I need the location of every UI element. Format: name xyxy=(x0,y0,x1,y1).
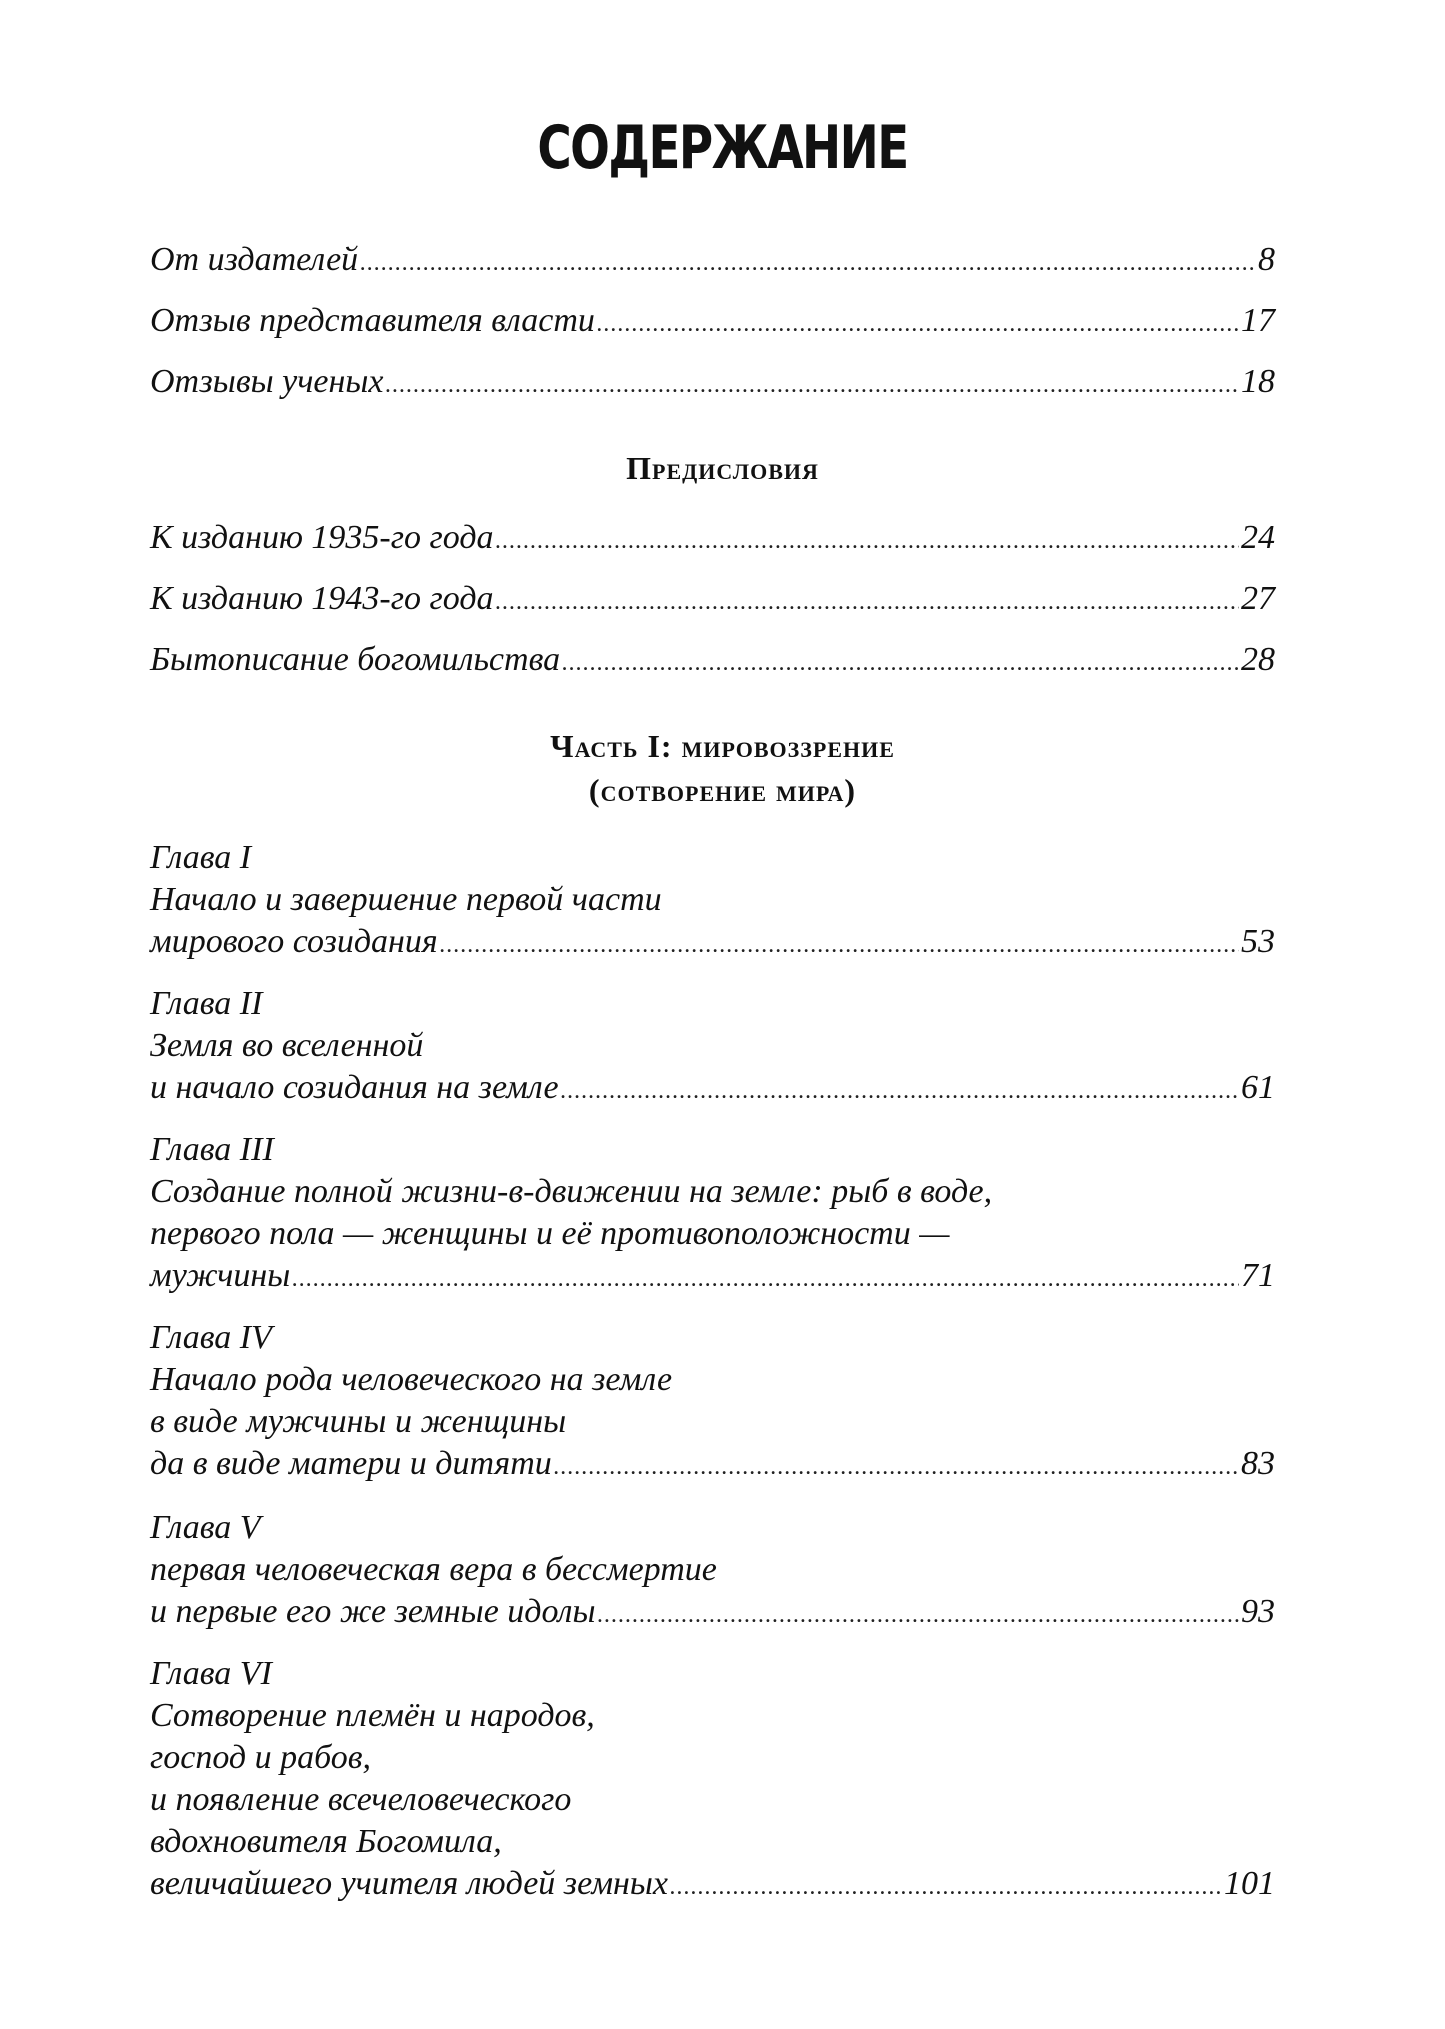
toc-entry-page: 61 xyxy=(1241,1069,1275,1106)
chapter-title-line: господ и рабов, xyxy=(150,1739,372,1776)
chapter-title-line: Начало и завершение первой части xyxy=(150,881,662,918)
chapter-title-line: первого пола — женщины и её противоположности — xyxy=(150,1215,950,1252)
toc-entry-text: Отзыв представителя власти xyxy=(150,302,595,339)
toc-entry xyxy=(150,301,1275,341)
toc-entry xyxy=(150,922,1275,962)
chapter-label: Глава I xyxy=(150,839,252,876)
dot-leader xyxy=(562,643,1239,683)
toc-entry-page: 24 xyxy=(1241,519,1275,556)
chapter-title-line: вдохновителя Богомила, xyxy=(150,1823,502,1860)
toc-entry-page: 83 xyxy=(1241,1445,1275,1482)
dot-leader xyxy=(496,521,1239,561)
toc-entry-text: К изданию 1935-го года xyxy=(150,519,494,556)
chapter-title-line: первая человеческая вера в бессмертие xyxy=(150,1551,717,1588)
chapter-title-line: в виде мужчины и женщины xyxy=(150,1403,567,1440)
toc-entry-page: 27 xyxy=(1241,580,1275,617)
toc-entry-text: Отзывы ученых xyxy=(150,363,384,400)
dot-leader xyxy=(360,243,1256,283)
toc-entry-page: 8 xyxy=(1258,241,1275,278)
dot-leader xyxy=(440,925,1239,965)
dot-leader xyxy=(597,304,1239,344)
toc-entry-page: 53 xyxy=(1241,923,1275,960)
toc-entry-page: 93 xyxy=(1241,1593,1275,1630)
dot-leader xyxy=(554,1447,1239,1487)
chapter-title-line: величайшего учителя людей земных xyxy=(150,1865,669,1902)
toc-entry-text: От издателей xyxy=(150,241,359,278)
dot-leader xyxy=(598,1595,1240,1635)
dot-leader xyxy=(670,1867,1222,1907)
toc-entry-text: К изданию 1943-го года xyxy=(150,580,494,617)
toc-entry xyxy=(150,1444,1275,1484)
toc-entry xyxy=(150,1864,1275,1904)
toc-entry-text: Бытописание богомильства xyxy=(150,641,561,678)
toc-entry xyxy=(150,1256,1275,1296)
chapter-title-line: Земля во вселенной xyxy=(150,1027,424,1064)
dot-leader xyxy=(385,365,1239,405)
chapter-label: Глава V xyxy=(150,1509,261,1546)
dot-leader xyxy=(496,582,1239,622)
chapter-title-line: Сотворение племён и народов, xyxy=(150,1697,595,1734)
toc-entry-page: 18 xyxy=(1241,363,1275,400)
chapter-label: Глава III xyxy=(150,1131,274,1168)
chapter-label: Глава IV xyxy=(150,1319,272,1356)
toc-entry xyxy=(150,640,1275,680)
toc-entry xyxy=(150,1068,1275,1108)
toc-entry-page: 71 xyxy=(1241,1257,1275,1294)
section-heading-part1-line1: Часть I: мировоззрение xyxy=(550,728,895,764)
chapter-label: Глава VI xyxy=(150,1655,272,1692)
section-heading-part1-line2: (сотворение мира) xyxy=(588,772,857,808)
section-heading-prefaces: Предисловия xyxy=(626,450,819,486)
chapter-title-line: да в виде матери и дитяти xyxy=(150,1445,552,1482)
toc-entry xyxy=(150,1592,1275,1632)
toc-entry-page: 101 xyxy=(1224,1865,1275,1902)
toc-entry xyxy=(150,362,1275,402)
toc-entry xyxy=(150,240,1275,280)
chapter-title-line: Начало рода человеческого на земле xyxy=(150,1361,673,1398)
chapter-title-line: Создание полной жизни-в-движении на земле: рыб в воде, xyxy=(150,1173,993,1210)
dot-leader xyxy=(292,1259,1239,1299)
toc-entry xyxy=(150,579,1275,619)
chapter-title-line: и появление всечеловеческого xyxy=(150,1781,572,1818)
chapter-label: Глава II xyxy=(150,985,263,1022)
chapter-title-line: мирового созидания xyxy=(150,923,438,960)
page-title: СОДЕРЖАНИЕ xyxy=(537,113,908,183)
chapter-title-line: и начало созидания на земле xyxy=(150,1069,559,1106)
toc-entry-page: 17 xyxy=(1241,302,1275,339)
chapter-title-line: и первые его же земные идолы xyxy=(150,1593,596,1630)
chapter-title-line: мужчины xyxy=(150,1257,291,1294)
toc-entry-page: 28 xyxy=(1241,641,1275,678)
dot-leader xyxy=(561,1071,1239,1111)
toc-entry xyxy=(150,518,1275,558)
